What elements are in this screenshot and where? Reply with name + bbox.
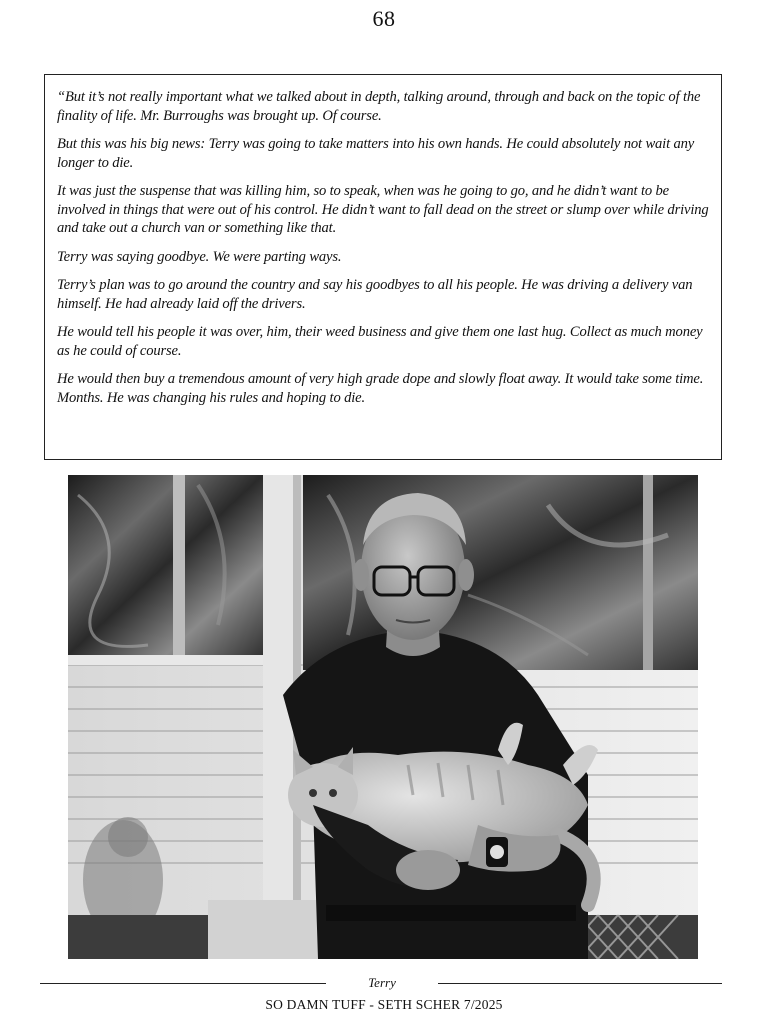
story-paragraph-4: Terry was saying goodbye. We were parting ways. — [57, 248, 342, 265]
photo-caption: Terry — [368, 975, 396, 990]
caption-rule-left — [40, 983, 326, 984]
story-paragraph-2: But this was his big news: Terry was going to take matters into his own hands. He could absolutely not wait any longer to die. — [57, 136, 695, 171]
story-paragraph-3: It was just the suspense that was killing him, so to speak, when was he going to go, and he didn’t want to be involved in things that were out of his control. He didn’t want to fall dead on the street or slump over while driving and take out a church van or something like that. — [57, 183, 709, 236]
photo-caption-row — [40, 973, 722, 993]
page-footer: SO DAMN TUFF - SETH SCHER 7/2025 — [265, 997, 503, 1012]
story-paragraph-6: He would tell his people it was over, him, their weed business and give them one last hug. Collect as much money as he could of course. — [57, 324, 703, 359]
caption-rule-right — [438, 983, 722, 984]
story-paragraph-7: He would then buy a tremendous amount of very high grade dope and slowly float away. It would take some time. Months. He was changing his rules and hoping to die. — [57, 371, 704, 406]
story-paragraph-5: Terry’s plan was to go around the country and say his goodbyes to all his people. He was driving a delivery van himself. He had already laid off the drivers. — [57, 277, 693, 312]
photograph-man-holding-cat — [68, 475, 698, 959]
page-number: 68 — [372, 6, 396, 31]
story-paragraph-1: “But it’s not really important what we talked about in depth, talking around, through and back on the topic of the finality of life. Mr. Burroughs was brought up. Of course. — [57, 89, 701, 124]
story-text-box — [44, 74, 722, 460]
